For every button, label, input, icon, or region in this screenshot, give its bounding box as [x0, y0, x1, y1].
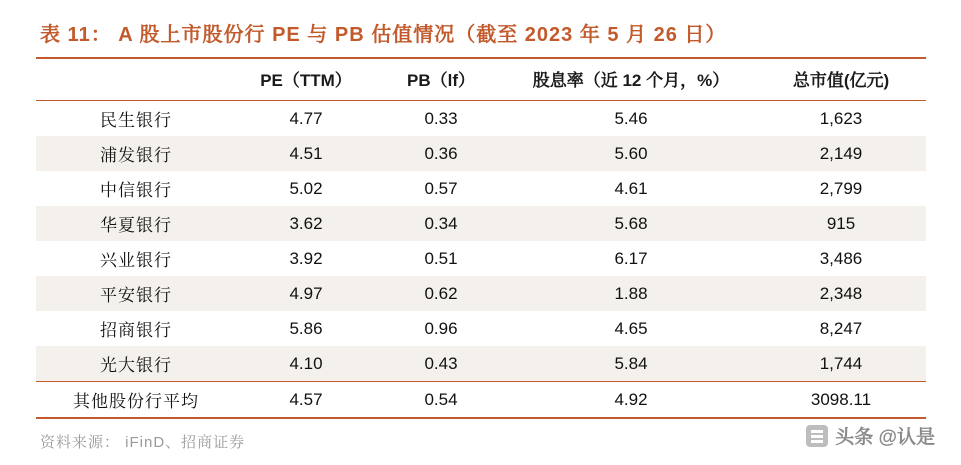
cell-average-label: 其他股份行平均 [36, 382, 236, 419]
toutiao-logo-icon [806, 425, 828, 447]
cell-cap: 3,486 [819, 248, 863, 268]
table-row [36, 206, 926, 241]
table-header-row [36, 58, 926, 101]
table-row [36, 136, 926, 171]
cell-pb: 0.96 [424, 318, 458, 338]
cell-bank-name: 中信银行 [100, 181, 172, 200]
cell-bank-name: 兴业银行 [100, 251, 172, 270]
column-header-dividend-yield: 股息率（近 12 个月，%） [506, 58, 756, 101]
cell-pb: 0.57 [424, 178, 458, 198]
cell-pb: 0.62 [376, 276, 506, 311]
column-header-pe: PE（TTM） [236, 58, 376, 101]
cell-pe: 3.62 [236, 206, 376, 241]
cell-bank-name: 华夏银行 [36, 206, 236, 241]
cell-pe: 4.77 [289, 108, 323, 128]
table-body [36, 101, 926, 419]
cell-yield: 5.68 [506, 206, 756, 241]
table-row [36, 101, 926, 137]
cell-pe: 4.51 [236, 136, 376, 171]
cell-pe: 5.02 [289, 178, 323, 198]
page-title: 表 11： A 股上市股份行 PE 与 PB 估值情况（截至 2023 年 5 月 26 日） [40, 24, 727, 46]
cell-bank-name: 浦发银行 [36, 136, 236, 171]
cell-pb: 0.43 [376, 346, 506, 382]
source-note: 资料来源： iFinD、招商证券 [40, 434, 246, 451]
table-row-average [36, 382, 926, 419]
cell-cap: 8,247 [819, 318, 863, 338]
cell-yield: 4.61 [614, 178, 648, 198]
cell-pe: 4.97 [236, 276, 376, 311]
cell-pe: 3.92 [289, 248, 323, 268]
cell-bank-name: 光大银行 [36, 346, 236, 382]
cell-cap: 915 [756, 206, 926, 241]
cell-pe: 4.10 [236, 346, 376, 382]
cell-average-pb: 0.54 [376, 382, 506, 419]
cell-bank-name: 民生银行 [100, 111, 172, 130]
cell-bank-name: 平安银行 [36, 276, 236, 311]
table-row [36, 311, 926, 346]
table-row [36, 241, 926, 276]
cell-pb: 0.33 [424, 108, 458, 128]
cell-cap: 2,348 [756, 276, 926, 311]
column-header-market-cap: 总市值(亿元) [756, 58, 926, 101]
cell-cap: 2,799 [819, 178, 863, 198]
table-header [36, 58, 926, 101]
cell-yield: 5.46 [614, 108, 648, 128]
cell-yield: 5.60 [506, 136, 756, 171]
cell-cap: 1,623 [819, 108, 863, 128]
table-row [36, 171, 926, 206]
cell-cap: 1,744 [756, 346, 926, 382]
table-row [36, 346, 926, 382]
cell-average-yield: 4.92 [506, 382, 756, 419]
watermark [806, 422, 935, 449]
column-header-pb: PB（lf） [376, 58, 506, 101]
cell-cap: 2,149 [756, 136, 926, 171]
cell-yield: 6.17 [614, 248, 648, 268]
cell-yield: 1.88 [506, 276, 756, 311]
table-row [36, 276, 926, 311]
valuation-table [36, 57, 926, 419]
cell-pb: 0.34 [376, 206, 506, 241]
cell-pb: 0.36 [376, 136, 506, 171]
watermark-label: 头条 @认是 [835, 427, 935, 448]
cell-average-cap: 3098.11 [756, 382, 926, 419]
cell-yield: 4.65 [614, 318, 648, 338]
cell-pb: 0.51 [424, 248, 458, 268]
column-header-name [36, 58, 236, 101]
cell-bank-name: 招商银行 [100, 321, 172, 340]
cell-yield: 5.84 [506, 346, 756, 382]
cell-average-pe: 4.57 [236, 382, 376, 419]
cell-pe: 5.86 [289, 318, 323, 338]
